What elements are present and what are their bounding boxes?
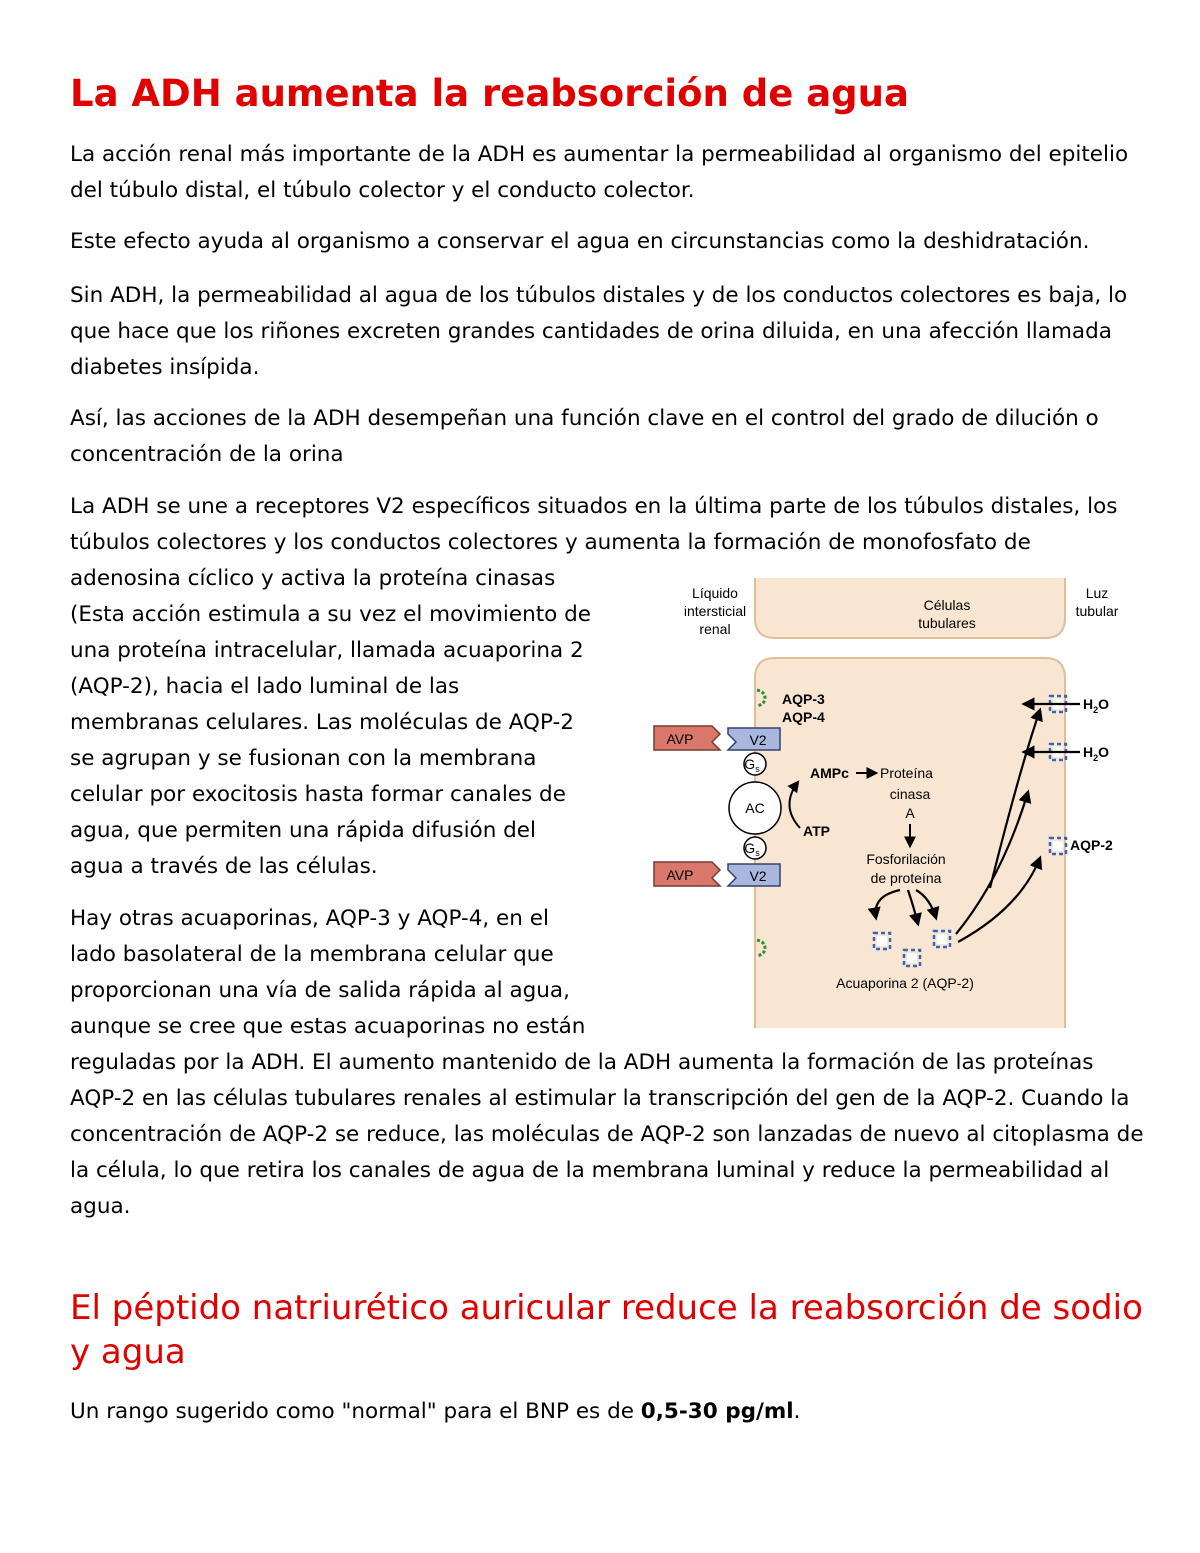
section-heading: El péptido natriurético auricular reduce la reabsorción de sodio y agua <box>70 1288 1143 1372</box>
aqp4-label: AQP-4 <box>782 709 825 725</box>
paragraph-3: Sin ADH, la permeabilidad al agua de los túbulos distales y de los conductos colectores es baja, lo que hace que los riñones excreten grandes cantidades de orina diluida, en una afección llamada diabetes insípida. <box>70 283 1128 380</box>
h2o-label: $H_2O$ <box>1083 696 1110 715</box>
bnp-suffix: . <box>793 1399 801 1424</box>
aquaporin-diagram <box>640 578 1120 1038</box>
atp-label: ATP <box>803 823 830 839</box>
liquido-label-1: Líquido <box>692 585 738 601</box>
liquido-label-2: intersticial <box>683 603 747 619</box>
text-line: membranas celulares. Las moléculas de AQP-2 <box>70 710 574 735</box>
ampc-label: AMPc <box>810 765 849 781</box>
text-line: proporcionan una vía de salida rápida al agua, <box>70 978 570 1003</box>
text-line: agua a través de las células. <box>70 854 378 879</box>
text-line: lado basolateral de la membrana celular que <box>70 942 554 967</box>
paragraph-1: La acción renal más importante de la ADH es aumentar la permeabilidad al organismo del epitelio del túbulo distal, el túbulo colector y el conducto colector. <box>70 142 1129 203</box>
proteina-label-2: cinasa <box>889 786 931 802</box>
upper-cell <box>755 578 1065 638</box>
v2-label: V2 <box>749 732 767 748</box>
paragraph-2: Este efecto ayuda al organismo a conservar el agua en circunstancias como la deshidratación. <box>70 229 1090 254</box>
fosforilacion-label-2: de proteína <box>870 870 942 886</box>
celulas-label-1: Células <box>923 597 971 613</box>
text-line: se agrupan y se fusionan con la membrana <box>70 746 537 771</box>
text-line: (AQP-2), hacia el lado luminal de las <box>70 674 460 699</box>
proteina-label-1: Proteína <box>880 765 933 781</box>
fosforilacion-label-1: Fosforilación <box>866 851 946 867</box>
gs-label: $G_s$ <box>744 840 760 858</box>
liquido-label-3: renal <box>699 621 731 637</box>
text-line: adenosina cíclico y activa la proteína cinasas <box>70 566 556 591</box>
text-line: Hay otras acuaporinas, AQP-3 y AQP-4, en el <box>70 906 549 931</box>
bnp-range: 0,5-30 pg/ml <box>640 1399 794 1424</box>
paragraph-5-intro: La ADH se une a receptores V2 específicos situados en la última parte de los túbulos distales, los túbulos colectores y los conductos colectores y aumenta la formación de monofosfato de <box>70 494 1118 555</box>
gs-label: $G_s$ <box>744 756 760 774</box>
acuaporina-label: Acuaporina 2 (AQP-2) <box>836 975 974 991</box>
text-line: una proteína intracelular, llamada acuaporina 2 <box>70 638 584 663</box>
aqp3-label: AQP-3 <box>782 691 825 707</box>
v2-label: V2 <box>749 868 767 884</box>
paragraph-6-rest: reguladas por la ADH. El aumento mantenido de la ADH aumenta la formación de las proteínas AQP-2 en las células tubulares renales al estimular la transcripción del gen de la AQP-2. Cuando la concentración de AQP-2 se reduce, las moléculas de AQP-2 son lanzadas de nuevo al citoplasma de la célula, lo que retira los canales de agua de la membrana luminal y reduce la permeabilidad al agua. <box>70 1050 1144 1219</box>
text-line: (Esta acción estimula a su vez el movimiento de <box>70 602 592 627</box>
paragraph-4: Así, las acciones de la ADH desempeñan una función clave en el control del grado de dilución o concentración de la orina <box>70 406 1099 467</box>
text-line: celular por exocitosis hasta formar canales de <box>70 782 566 807</box>
text-line: aunque se cree que estas acuaporinas no están <box>70 1014 586 1039</box>
celulas-label-2: tubulares <box>918 615 976 631</box>
luz-label-2: tubular <box>1075 603 1119 619</box>
paragraph-7 <box>70 1394 1150 1430</box>
avp-label: AVP <box>666 867 694 883</box>
page-title: La ADH aumenta la reabsorción de agua <box>70 72 909 115</box>
avp-label: AVP <box>666 731 694 747</box>
ac-label: AC <box>745 800 765 816</box>
proteina-label-3: A <box>905 805 915 821</box>
luz-label-1: Luz <box>1085 585 1109 601</box>
aqp2-label: AQP-2 <box>1070 837 1113 853</box>
h2o-label: $H_2O$ <box>1083 744 1110 763</box>
text-line: agua, que permiten una rápida difusión del <box>70 818 537 843</box>
bnp-text: Un rango sugerido como "normal" para el BNP es de <box>70 1399 641 1424</box>
